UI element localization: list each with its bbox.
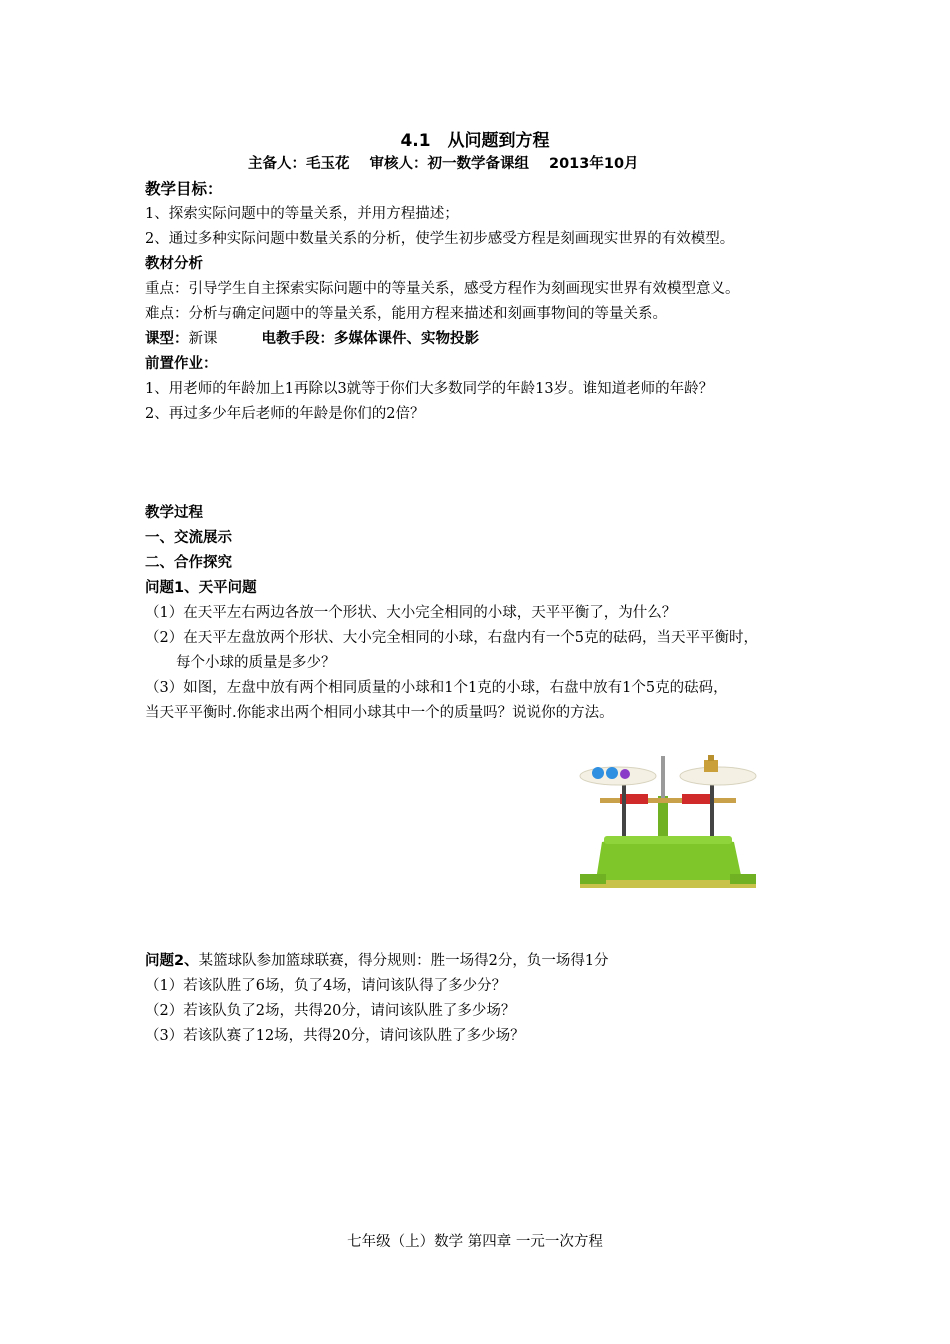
problem2-heading: 问题2、	[145, 953, 199, 969]
problem1-item: 当天平平衡时.你能求出两个相同小球其中一个的质量吗？说说你的方法。	[145, 705, 614, 721]
page-footer: 七年级（上）数学 第四章 一元一次方程	[347, 1234, 603, 1250]
process-part1: 一、交流展示	[145, 530, 232, 546]
ball-blue	[592, 767, 604, 779]
date: 2013年10月	[549, 156, 639, 172]
problem1-item: 每个小球的质量是多少？	[176, 655, 336, 671]
problem2-item: （3）若该队赛了12场，共得20分，请问该队胜了多少场？	[145, 1028, 525, 1044]
preview-item: 1、用老师的年龄加上1再除以3就等于你们大多数同学的年龄13岁。谁知道老师的年龄？	[145, 381, 714, 397]
beam-arm-right	[682, 794, 710, 804]
objective-item: 2、通过多种实际问题中数量关系的分析，使学生初步感受方程是刻画现实世界的有效模型。	[145, 231, 735, 247]
objective-item: 1、探索实际问题中的等量关系，并用方程描述；	[145, 206, 459, 222]
analysis-difficulty: 难点：分析与确定问题中的等量关系，能用方程来描述和刻画事物间的等量关系。	[145, 306, 667, 322]
preparer: 主备人：毛玉花	[248, 156, 350, 172]
analysis-heading: 教材分析	[145, 256, 203, 272]
preview-item: 2、再过多少年后老师的年龄是你们的2倍？	[145, 406, 425, 422]
author-line	[248, 152, 659, 173]
pan-post-right	[710, 780, 714, 836]
problem1-item: （2）在天平左盘放两个形状、大小完全相同的小球，右盘内有一个5克的砝码，当天平平衡时，	[145, 630, 758, 646]
lesson-type-line	[145, 327, 479, 348]
problem2-intro: 某篮球队参加篮球联赛，得分规则：胜一场得2分，负一场得1分	[198, 953, 609, 969]
preview-heading: 前置作业：	[145, 356, 218, 372]
problem1-item: （3）如图，左盘中放有两个相同质量的小球和1个1克的小球，右盘中放有1个5克的砝码，	[145, 680, 728, 696]
scale-base-top	[604, 836, 732, 844]
weight-5g	[704, 760, 718, 772]
problem2-item: （2）若该队负了2场，共得20分，请问该队胜了多少场？	[145, 1003, 516, 1019]
document-title: 4.1 从问题到方程	[400, 131, 550, 151]
problem2-item: （1）若该队胜了6场，负了4场，请问该队得了多少分？	[145, 978, 507, 994]
analysis-key: 重点：引导学生自主探索实际问题中的等量关系，感受方程作为刻画现实世界有效模型意义。	[145, 281, 740, 297]
lesson-type-value: 新课	[188, 331, 218, 347]
ball-purple	[620, 769, 630, 779]
media-label: 电教手段：多媒体课件、实物投影	[261, 331, 479, 347]
scale-shadow	[580, 880, 756, 888]
ball-blue	[606, 767, 618, 779]
scale-foot-right	[730, 874, 756, 884]
problem1-heading: 问题1、天平问题	[145, 580, 257, 596]
scale-pointer	[661, 756, 665, 800]
balance-scale-image	[578, 752, 758, 894]
pan-left	[580, 767, 656, 785]
process-heading: 教学过程	[145, 505, 203, 521]
scale-foot-left	[580, 874, 606, 884]
objectives-heading: 教学目标：	[145, 180, 223, 198]
problem2-line	[145, 949, 609, 970]
lesson-type-label: 课型：	[145, 331, 189, 347]
problem1-item: （1）在天平左右两边各放一个形状、大小完全相同的小球，天平平衡了，为什么？	[145, 605, 677, 621]
process-part2: 二、合作探究	[145, 555, 232, 571]
pan-post-left	[622, 780, 626, 836]
reviewer: 审核人：初一数学备课组	[369, 156, 529, 172]
weight-5g-knob	[708, 755, 714, 761]
